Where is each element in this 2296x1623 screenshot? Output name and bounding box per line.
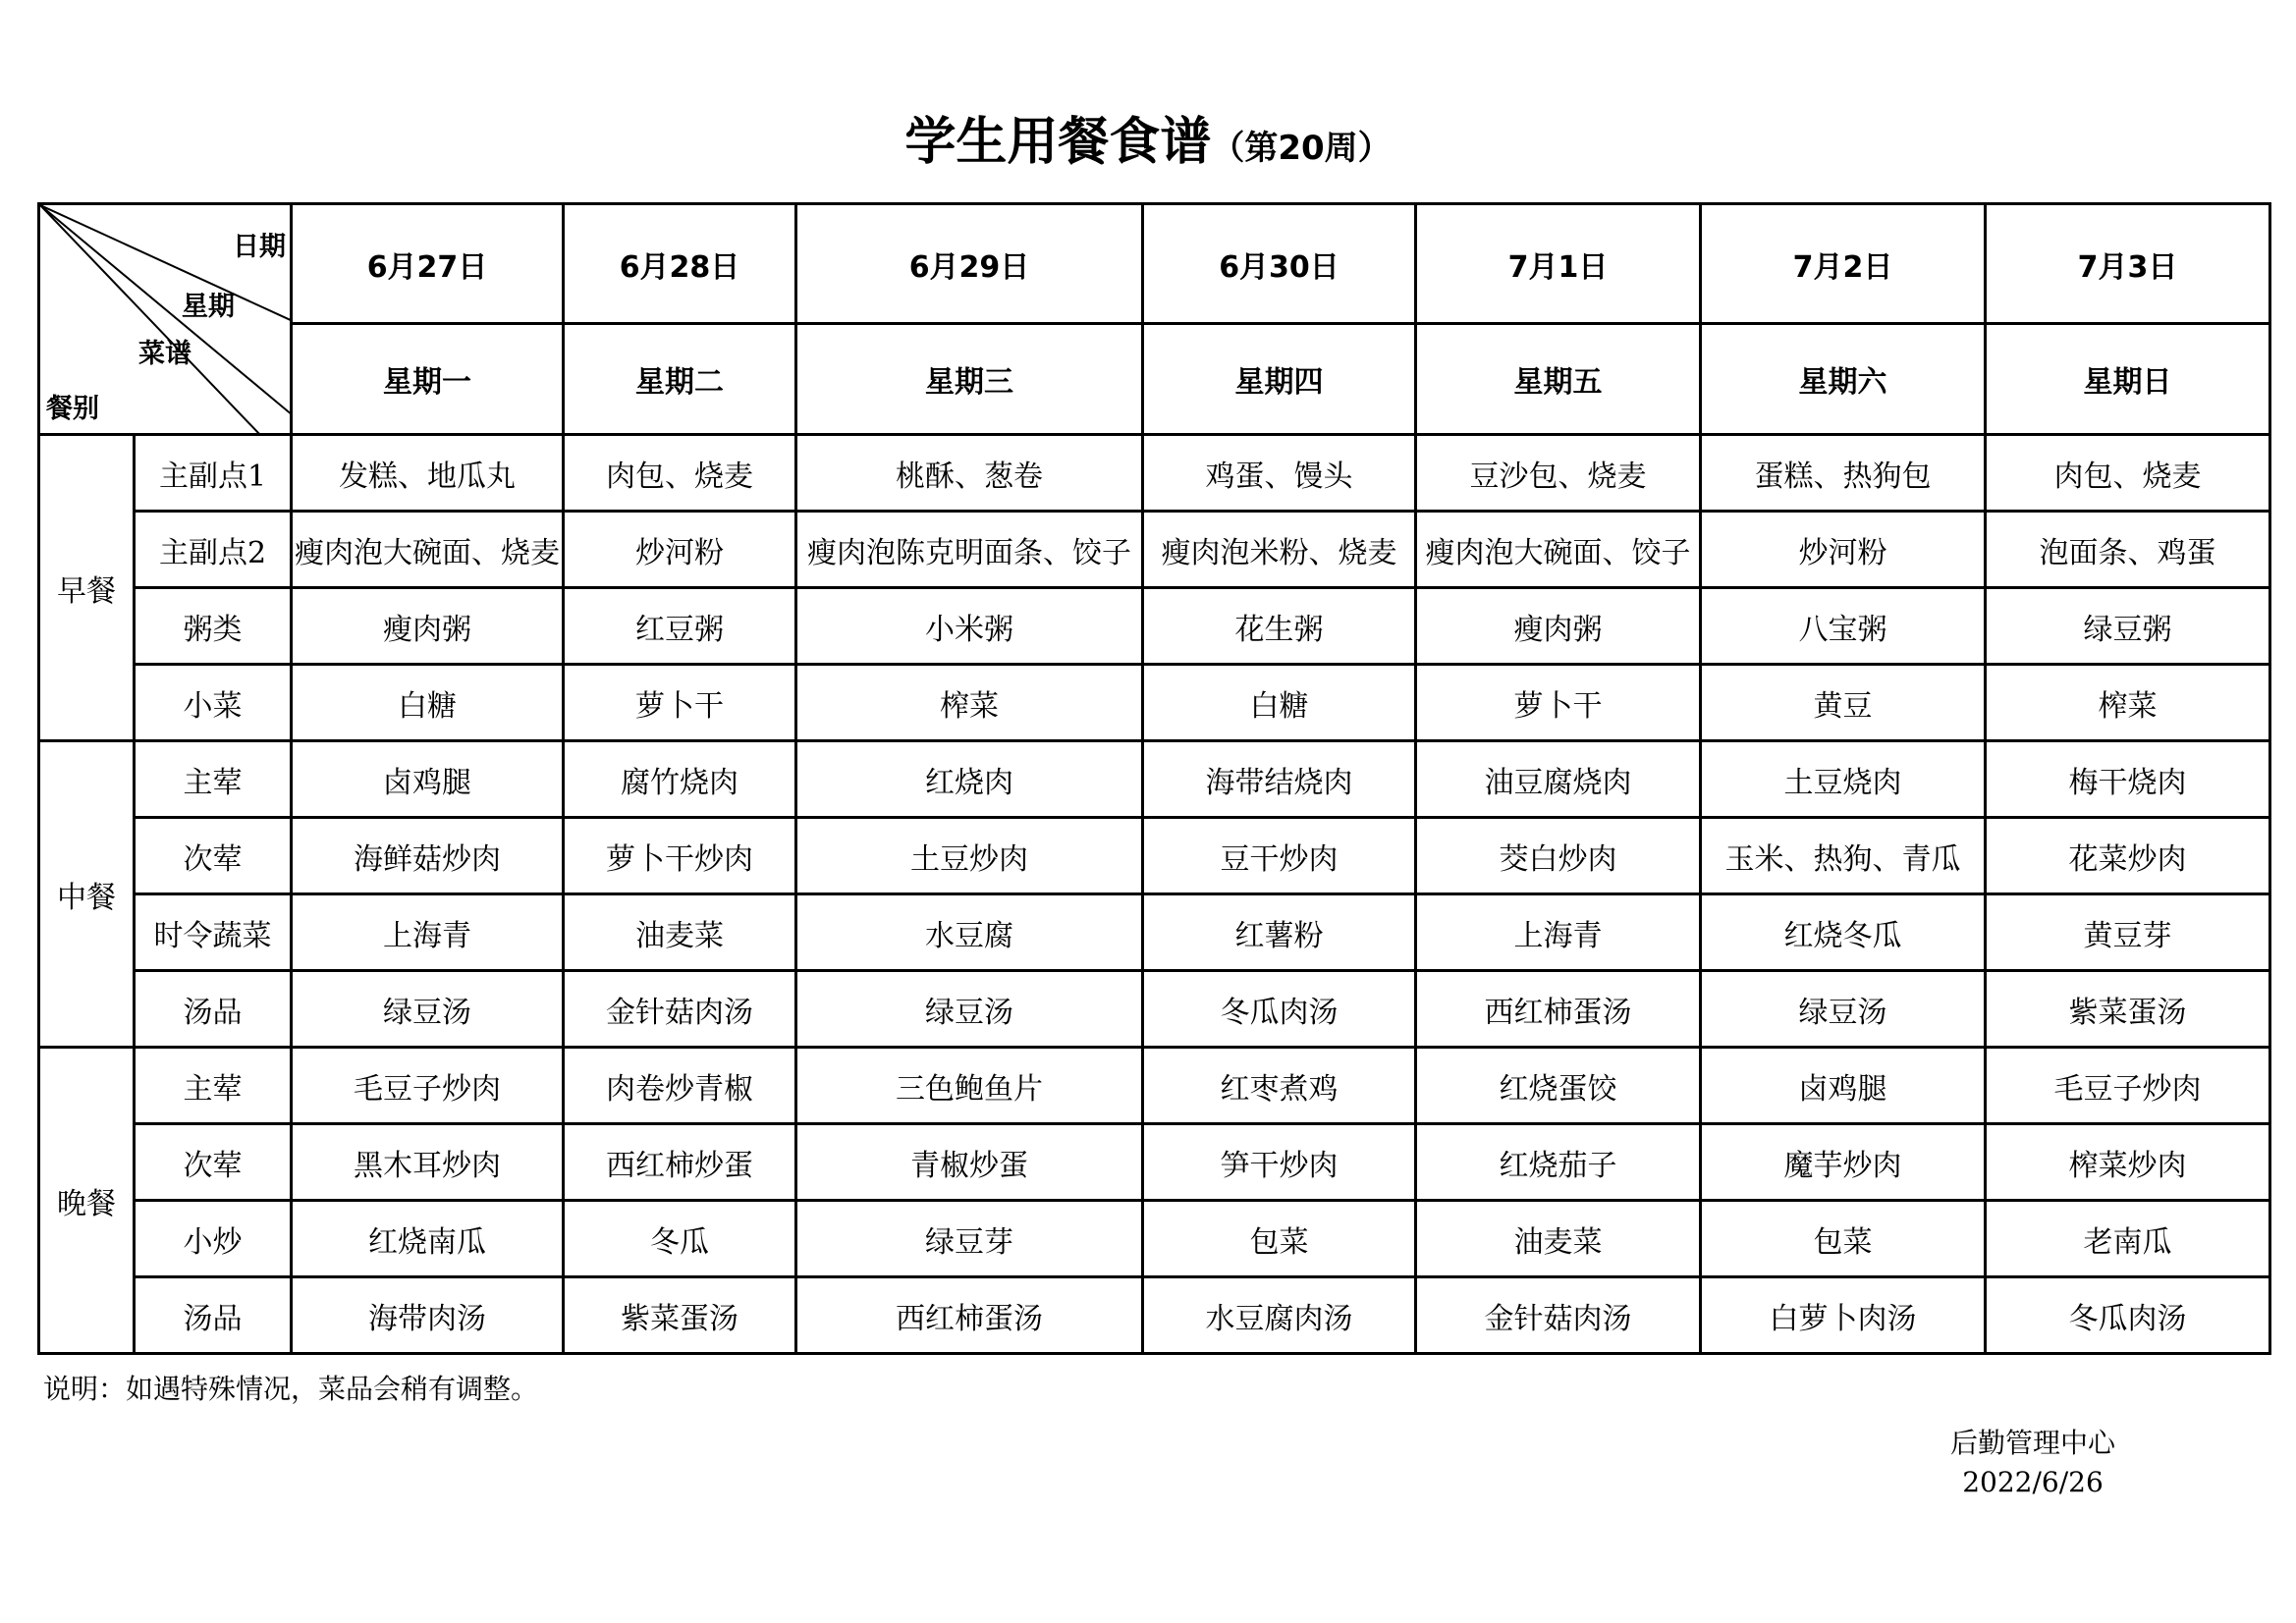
dish-cell: 西红柿炒蛋 bbox=[564, 1124, 796, 1201]
meal-name-cell: 中餐 bbox=[39, 741, 135, 1048]
menu-row bbox=[39, 1124, 2270, 1201]
dish-cell: 肉包、烧麦 bbox=[1986, 435, 2270, 512]
dish-cell: 绿豆粥 bbox=[1986, 588, 2270, 665]
dish-cell: 金针菇肉汤 bbox=[1416, 1277, 1701, 1354]
dish-cell: 发糕、地瓜丸 bbox=[292, 435, 564, 512]
dish-cell: 豆干炒肉 bbox=[1143, 818, 1416, 894]
dish-category-cell: 汤品 bbox=[135, 1277, 292, 1354]
dish-cell: 红烧茄子 bbox=[1416, 1124, 1701, 1201]
dish-cell: 茭白炒肉 bbox=[1416, 818, 1701, 894]
title-main: 学生用餐食谱 bbox=[904, 113, 1212, 172]
date-header-cell: 6月27日 bbox=[292, 204, 564, 324]
dish-category-cell: 次荤 bbox=[135, 818, 292, 894]
dish-cell: 土豆炒肉 bbox=[796, 818, 1143, 894]
dish-cell: 梅干烧肉 bbox=[1986, 741, 2270, 818]
weekday-header-cell: 星期三 bbox=[796, 324, 1143, 435]
dish-cell: 白糖 bbox=[1143, 665, 1416, 741]
dish-cell: 绿豆汤 bbox=[1701, 971, 1986, 1048]
corner-header-cell bbox=[39, 204, 292, 435]
dish-cell: 肉包、烧麦 bbox=[564, 435, 796, 512]
dish-cell: 榨菜 bbox=[796, 665, 1143, 741]
weekday-header-cell: 星期日 bbox=[1986, 324, 2270, 435]
dish-cell: 腐竹烧肉 bbox=[564, 741, 796, 818]
dish-cell: 红烧肉 bbox=[796, 741, 1143, 818]
dish-cell: 红枣煮鸡 bbox=[1143, 1048, 1416, 1124]
dish-cell: 花生粥 bbox=[1143, 588, 1416, 665]
dish-category-cell: 次荤 bbox=[135, 1124, 292, 1201]
menu-row bbox=[39, 1277, 2270, 1354]
dish-cell: 黑木耳炒肉 bbox=[292, 1124, 564, 1201]
dish-cell: 油麦菜 bbox=[1416, 1201, 1701, 1277]
corner-date-label: 日期 bbox=[233, 232, 286, 262]
dish-cell: 瘦肉泡米粉、烧麦 bbox=[1143, 512, 1416, 588]
dish-cell: 萝卜干 bbox=[564, 665, 796, 741]
menu-row bbox=[39, 894, 2270, 971]
menu-row bbox=[39, 741, 2270, 818]
dish-cell: 瘦肉泡大碗面、烧麦 bbox=[292, 512, 564, 588]
note-text: 说明：如遇特殊情况，菜品会稍有调整。 bbox=[43, 1373, 539, 1405]
dish-cell: 红烧冬瓜 bbox=[1701, 894, 1986, 971]
dish-cell: 油麦菜 bbox=[564, 894, 796, 971]
dish-cell: 桃酥、葱卷 bbox=[796, 435, 1143, 512]
dish-cell: 西红柿蛋汤 bbox=[796, 1277, 1143, 1354]
dish-cell: 油豆腐烧肉 bbox=[1416, 741, 1701, 818]
dish-cell: 肉卷炒青椒 bbox=[564, 1048, 796, 1124]
menu-row bbox=[39, 1048, 2270, 1124]
dish-cell: 西红柿蛋汤 bbox=[1416, 971, 1701, 1048]
dish-cell: 红豆粥 bbox=[564, 588, 796, 665]
corner-weekday-label: 星期 bbox=[182, 292, 235, 322]
menu-row bbox=[39, 971, 2270, 1048]
dish-cell: 毛豆子炒肉 bbox=[292, 1048, 564, 1124]
dish-cell: 卤鸡腿 bbox=[292, 741, 564, 818]
menu-row bbox=[39, 818, 2270, 894]
dish-cell: 黄豆 bbox=[1701, 665, 1986, 741]
dish-cell: 冬瓜肉汤 bbox=[1143, 971, 1416, 1048]
dish-category-cell: 主副点1 bbox=[135, 435, 292, 512]
weekday-row bbox=[39, 324, 2270, 435]
weekday-header-cell: 星期二 bbox=[564, 324, 796, 435]
dish-category-cell: 小菜 bbox=[135, 665, 292, 741]
dish-category-cell: 粥类 bbox=[135, 588, 292, 665]
dish-cell: 萝卜干 bbox=[1416, 665, 1701, 741]
dish-cell: 金针菇肉汤 bbox=[564, 971, 796, 1048]
dish-cell: 白糖 bbox=[292, 665, 564, 741]
dish-category-cell: 主副点2 bbox=[135, 512, 292, 588]
dish-cell: 紫菜蛋汤 bbox=[564, 1277, 796, 1354]
dish-cell: 瘦肉粥 bbox=[1416, 588, 1701, 665]
dish-cell: 上海青 bbox=[1416, 894, 1701, 971]
dish-cell: 魔芋炒肉 bbox=[1701, 1124, 1986, 1201]
date-header-cell: 7月1日 bbox=[1416, 204, 1701, 324]
dish-cell: 海带肉汤 bbox=[292, 1277, 564, 1354]
dish-cell: 三色鲍鱼片 bbox=[796, 1048, 1143, 1124]
dish-cell: 瘦肉泡大碗面、饺子 bbox=[1416, 512, 1701, 588]
dish-cell: 豆沙包、烧麦 bbox=[1416, 435, 1701, 512]
dish-cell: 绿豆芽 bbox=[796, 1201, 1143, 1277]
date-header-cell: 7月2日 bbox=[1701, 204, 1986, 324]
date-header-cell: 6月28日 bbox=[564, 204, 796, 324]
dish-cell: 毛豆子炒肉 bbox=[1986, 1048, 2270, 1124]
dish-cell: 卤鸡腿 bbox=[1701, 1048, 1986, 1124]
dish-cell: 白萝卜肉汤 bbox=[1701, 1277, 1986, 1354]
dish-category-cell: 汤品 bbox=[135, 971, 292, 1048]
dish-cell: 青椒炒蛋 bbox=[796, 1124, 1143, 1201]
corner-dish-label: 菜谱 bbox=[138, 339, 191, 369]
dish-category-cell: 时令蔬菜 bbox=[135, 894, 292, 971]
dish-cell: 包菜 bbox=[1143, 1201, 1416, 1277]
dish-cell: 八宝粥 bbox=[1701, 588, 1986, 665]
dish-category-cell: 主荤 bbox=[135, 741, 292, 818]
dish-cell: 老南瓜 bbox=[1986, 1201, 2270, 1277]
title-week: （第20周） bbox=[1211, 129, 1392, 168]
dish-cell: 绿豆汤 bbox=[796, 971, 1143, 1048]
menu-row bbox=[39, 1201, 2270, 1277]
footer-org: 后勤管理中心 bbox=[1949, 1427, 2115, 1459]
menu-row bbox=[39, 588, 2270, 665]
dish-category-cell: 主荤 bbox=[135, 1048, 292, 1124]
dish-cell: 包菜 bbox=[1701, 1201, 1986, 1277]
weekday-header-cell: 星期六 bbox=[1701, 324, 1986, 435]
dish-cell: 红烧蛋饺 bbox=[1416, 1048, 1701, 1124]
dish-cell: 红烧南瓜 bbox=[292, 1201, 564, 1277]
meal-name-cell: 早餐 bbox=[39, 435, 135, 741]
dish-cell: 水豆腐 bbox=[796, 894, 1143, 971]
dish-cell: 笋干炒肉 bbox=[1143, 1124, 1416, 1201]
dish-cell: 泡面条、鸡蛋 bbox=[1986, 512, 2270, 588]
corner-meal-label: 餐别 bbox=[46, 394, 99, 424]
dish-cell: 炒河粉 bbox=[1701, 512, 1986, 588]
dish-cell: 榨菜炒肉 bbox=[1986, 1124, 2270, 1201]
dish-cell: 萝卜干炒肉 bbox=[564, 818, 796, 894]
menu-body bbox=[39, 204, 2270, 1354]
menu-row bbox=[39, 512, 2270, 588]
dish-category-cell: 小炒 bbox=[135, 1201, 292, 1277]
dish-cell: 炒河粉 bbox=[564, 512, 796, 588]
dish-cell: 红薯粉 bbox=[1143, 894, 1416, 971]
dish-cell: 鸡蛋、馒头 bbox=[1143, 435, 1416, 512]
dish-cell: 海带结烧肉 bbox=[1143, 741, 1416, 818]
meal-name-cell: 晚餐 bbox=[39, 1048, 135, 1354]
dish-cell: 小米粥 bbox=[796, 588, 1143, 665]
dish-cell: 蛋糕、热狗包 bbox=[1701, 435, 1986, 512]
dish-cell: 花菜炒肉 bbox=[1986, 818, 2270, 894]
dish-cell: 冬瓜 bbox=[564, 1201, 796, 1277]
dish-cell: 绿豆汤 bbox=[292, 971, 564, 1048]
dish-cell: 瘦肉粥 bbox=[292, 588, 564, 665]
dish-cell: 水豆腐肉汤 bbox=[1143, 1277, 1416, 1354]
dish-cell: 紫菜蛋汤 bbox=[1986, 971, 2270, 1048]
dish-cell: 冬瓜肉汤 bbox=[1986, 1277, 2270, 1354]
footer-signature bbox=[1866, 1424, 2200, 1502]
page-title bbox=[0, 108, 2296, 189]
menu-row bbox=[39, 665, 2270, 741]
dish-cell: 土豆烧肉 bbox=[1701, 741, 1986, 818]
weekday-header-cell: 星期四 bbox=[1143, 324, 1416, 435]
date-header-cell: 6月30日 bbox=[1143, 204, 1416, 324]
weekday-header-cell: 星期五 bbox=[1416, 324, 1701, 435]
weekday-header-cell: 星期一 bbox=[292, 324, 564, 435]
date-header-cell: 6月29日 bbox=[796, 204, 1143, 324]
dish-cell: 玉米、热狗、青瓜 bbox=[1701, 818, 1986, 894]
dish-cell: 榨菜 bbox=[1986, 665, 2270, 741]
dish-cell: 瘦肉泡陈克明面条、饺子 bbox=[796, 512, 1143, 588]
date-row bbox=[39, 204, 2270, 324]
date-header-cell: 7月3日 bbox=[1986, 204, 2270, 324]
menu-table bbox=[37, 202, 2271, 1355]
footer-date: 2022/6/26 bbox=[1962, 1466, 2104, 1498]
menu-row bbox=[39, 435, 2270, 512]
dish-cell: 海鲜菇炒肉 bbox=[292, 818, 564, 894]
dish-cell: 上海青 bbox=[292, 894, 564, 971]
dish-cell: 黄豆芽 bbox=[1986, 894, 2270, 971]
